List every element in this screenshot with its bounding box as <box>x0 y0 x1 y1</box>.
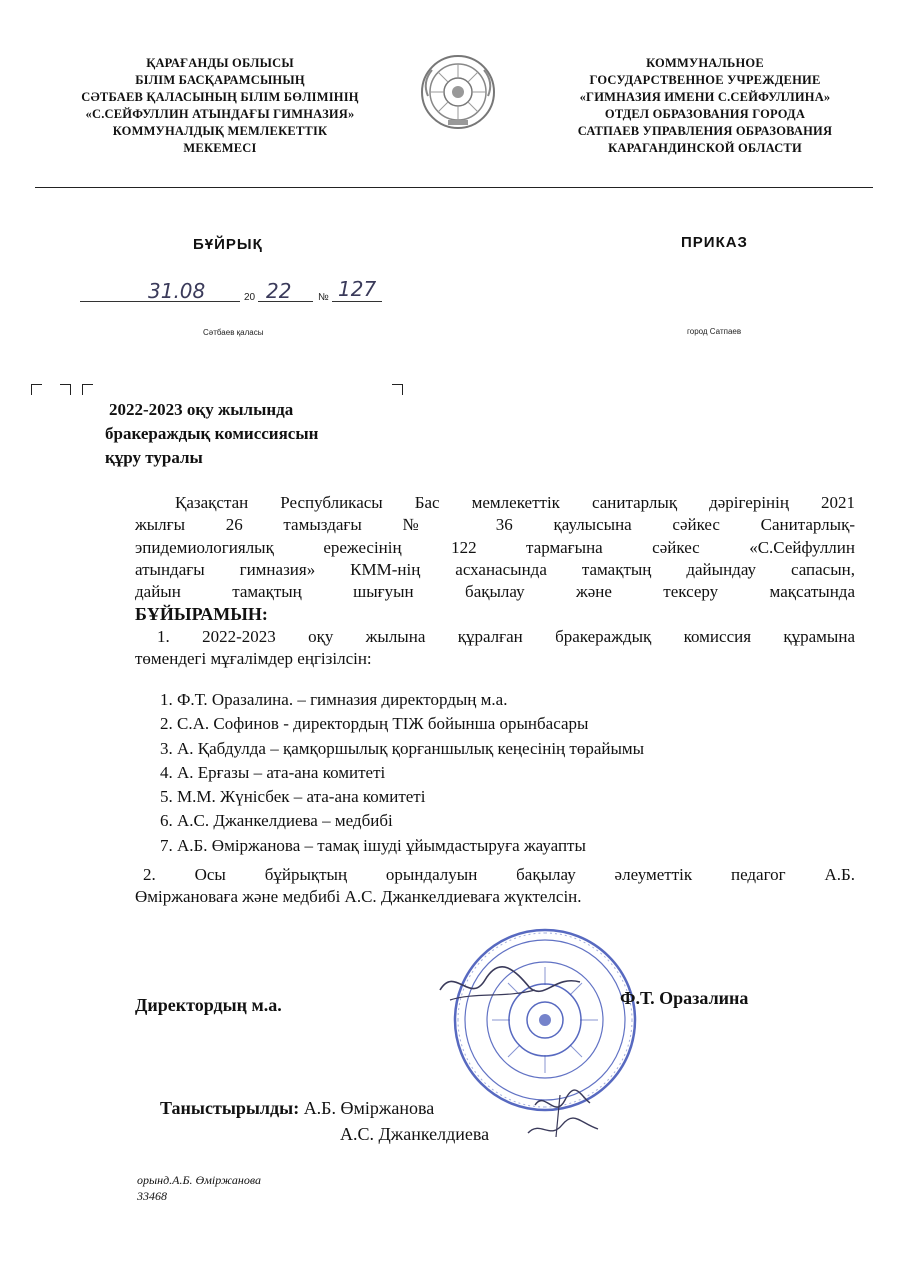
corner-mark <box>60 384 71 395</box>
list-item: 5. М.М. Жүнісбек – ата-ана комитеті <box>160 787 426 807</box>
preamble-line: жылғы 26 тамыздағы № 36 қаулысына сәйкес Санитарлық- <box>135 515 855 535</box>
staff-signatures <box>520 1085 610 1145</box>
header-right-line: ГОСУДАРСТВЕННОЕ УЧРЕЖДЕНИЕ <box>589 73 821 87</box>
year-suffix: 22 <box>266 279 292 303</box>
header-right-line: «ГИМНАЗИЯ ИМЕНИ С.СЕЙФУЛЛИНА» <box>579 90 831 104</box>
order-item-2 <box>135 864 855 909</box>
header-left-line: МЕКЕМЕСІ <box>183 141 257 155</box>
signature-position: Директордың м.а. <box>135 995 282 1015</box>
number-underline <box>332 301 382 302</box>
item2-line: 2. Осы бұйрықтың орындалуын бақылау әлеуметтік педагог А.Б. <box>143 865 855 884</box>
header-left-line: СӘТБАЕВ ҚАЛАСЫНЫҢ БІЛІМ БӨЛІМІНІҢ <box>81 90 359 104</box>
state-emblem-icon <box>418 52 498 132</box>
order-body <box>135 492 855 670</box>
list-item: 1. Ф.Т. Оразалина. – гимназия директордың м.а. <box>160 690 508 709</box>
corner-mark <box>392 384 403 395</box>
subject-line: құру туралы <box>105 448 203 467</box>
order-title-kz: БҰЙРЫҚ <box>193 236 263 253</box>
executor-name: орынд.А.Б. Өміржанова <box>137 1173 262 1187</box>
order-word: БҰЙЫРАМЫН: <box>135 604 268 625</box>
list-item: 7. А.Б. Өміржанова – тамақ ішуді ұйымдастыруға жауапты <box>160 835 586 855</box>
subject-line: бракераждық комиссиясын <box>105 424 319 443</box>
city-kz: Сәтбаев қаласы <box>203 328 264 337</box>
executor-note <box>137 1172 261 1204</box>
list-item: 4. А. Ерғазы – ата-ана комитеті <box>160 762 386 782</box>
preamble-line: эпидемиологиялық ережесінің 122 тармағына сәйкес «С.Сейфуллин <box>135 537 855 557</box>
item1-line: 1. 2022-2023 оқу жылына құралған бракераждық комиссия құрамына <box>157 626 855 646</box>
corner-mark <box>31 384 42 395</box>
order-subject <box>105 398 425 470</box>
subject-line: 2022-2023 оқу жылында <box>109 400 294 419</box>
preamble-line: дайын тамақтың шығуын бақылау және тексеру мақсатында <box>135 582 855 602</box>
order-date-number <box>80 277 400 307</box>
header-right-org <box>530 55 880 157</box>
date-day-month: 31.08 <box>148 279 206 303</box>
header-left-line: КОММУНАЛДЫҚ МЕМЛЕКЕТТІК <box>112 124 328 138</box>
header-divider <box>35 187 873 188</box>
familiarized-name: А.С. Джанкелдиева <box>340 1124 490 1144</box>
list-item: 3. А. Қабдулда – қамқоршылық қорғаншылық кеңесінің төрайымы <box>160 738 645 758</box>
familiarized-label: Таныстырылды: <box>160 1098 300 1118</box>
city-ru: город Сатпаев <box>687 327 742 336</box>
corner-mark <box>82 384 93 395</box>
header-left-line: ҚАРАҒАНДЫ ОБЛЫСЫ <box>146 56 294 70</box>
executor-phone: 33468 <box>137 1189 167 1203</box>
header-left-line: БІЛІМ БАСҚАРАМСЫНЫҢ <box>135 73 305 87</box>
number-sign: № <box>318 292 329 303</box>
list-item: 6. А.С. Джанкелдиева – медбибі <box>160 811 393 831</box>
item1-line: төмендегі мұғалімдер еңгізілсін: <box>135 649 372 669</box>
list-item: 2. С.А. Софинов - директордың ТІЖ бойынша орынбасары <box>160 714 589 734</box>
familiarized-name: А.Б. Өміржанова <box>303 1098 435 1118</box>
header-right-line: САТПАЕВ УПРАВЛЕНИЯ ОБРАЗОВАНИЯ <box>577 124 833 138</box>
year-prefix: 20 <box>244 292 256 303</box>
preamble-line: Қазақстан Республикасы Бас мемлекеттік санитарлық дәрігерінің 2021 <box>175 493 855 512</box>
signature-name: Ф.Т. Оразалина <box>620 988 749 1008</box>
familiarized-block <box>160 1098 434 1119</box>
header-right-line: КОММУНАЛЬНОЕ <box>646 56 764 70</box>
director-signature <box>435 960 585 1010</box>
order-number: 127 <box>338 277 377 301</box>
order-title-ru: ПРИКАЗ <box>681 234 748 251</box>
header-right-line: КАРАГАНДИНСКОЙ ОБЛАСТИ <box>608 141 802 155</box>
header-left-line: «С.СЕЙФУЛЛИН АТЫНДАҒЫ ГИМНАЗИЯ» <box>85 107 355 121</box>
header-left-org <box>30 55 410 157</box>
header-right-line: ОТДЕЛ ОБРАЗОВАНИЯ ГОРОДА <box>604 107 806 121</box>
commission-members-list <box>160 688 644 858</box>
preamble-line: атындағы гимназия» КММ-нің асханасында тамақтың дайындау сапасын, <box>135 559 855 579</box>
item2-line: Өміржановаға және медбибі А.С. Джанкелдиеваға жүктелсін. <box>135 887 582 907</box>
